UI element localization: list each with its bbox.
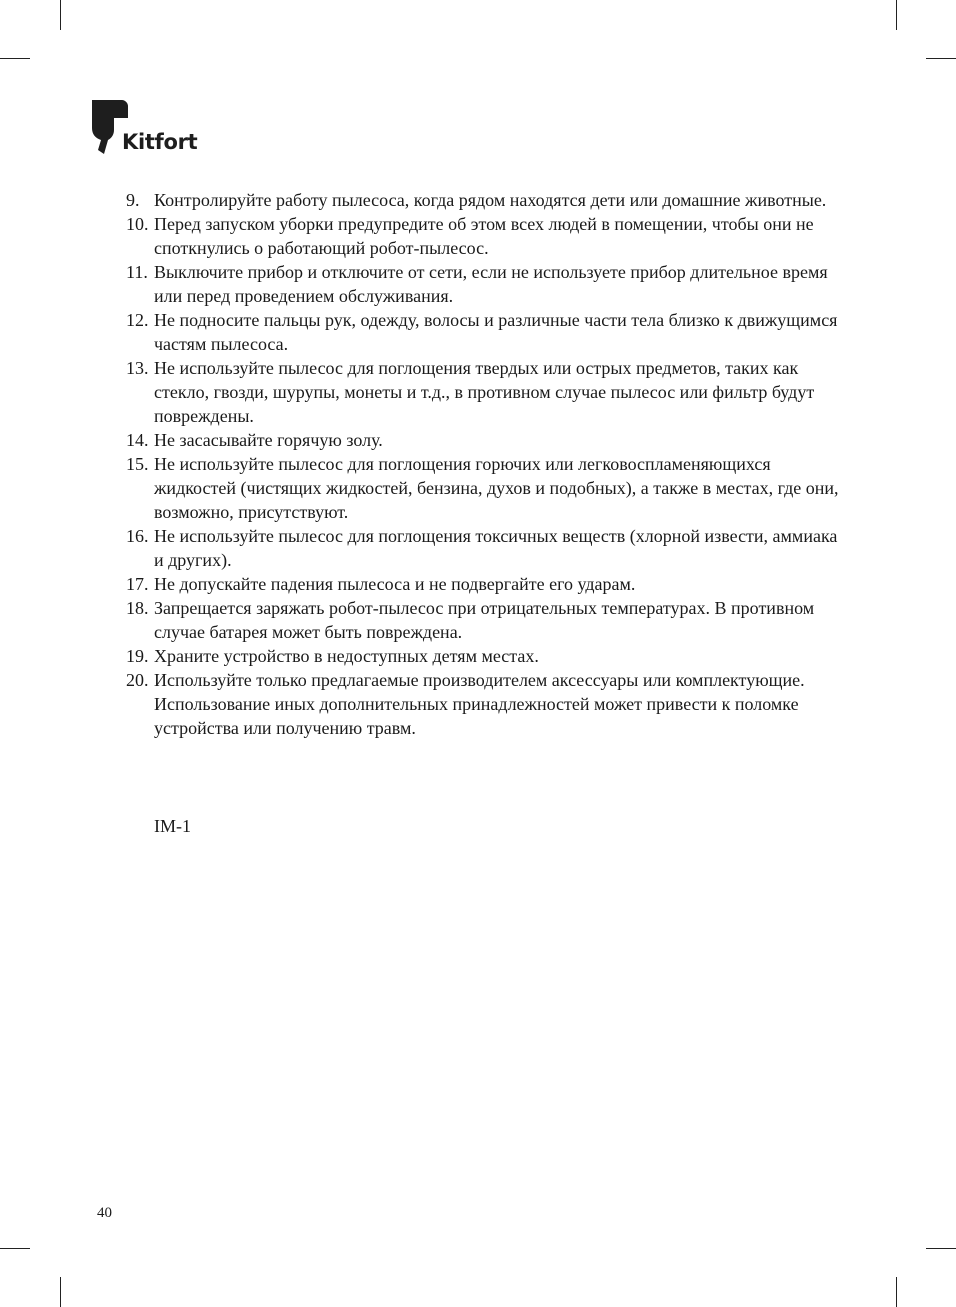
item-number: 20. [126,670,149,690]
item-text: Запрещается заряжать робот-пылесос при отрицательных температурах. В противном случае батарея может быть повреждена. [154,598,815,642]
item-number: 11. [126,262,148,282]
list-item [128,260,848,308]
list-item [128,212,848,260]
item-text: Не допускайте падения пылесоса и не подвергайте его ударам. [154,574,636,594]
item-text: Храните устройство в недоступных детям местах. [154,646,539,666]
item-number: 17. [126,574,149,594]
item-number: 15. [126,454,149,474]
item-text: Выключите прибор и отключите от сети, если не используете прибор длительное время или перед проведением обслуживания. [154,262,828,306]
crop-mark [60,1277,61,1307]
item-text: Контролируйте работу пылесоса, когда рядом находятся дети или домашние животные. [154,190,827,210]
list-item [128,188,848,212]
list-item [128,524,848,572]
crop-mark [60,0,61,30]
list-item [128,308,848,356]
item-text: Не используйте пылесос для поглощения горючих или легковоспламеняющихся жидкостей (чистящих жидкостей, бензина, духов и подобных), а также в местах, где они, возможно, присутствуют. [154,454,839,522]
brand-name: Kitfort [122,130,198,154]
item-number: 19. [126,646,149,666]
item-text: Не используйте пылесос для поглощения токсичных веществ (хлорной извести, аммиака и других). [154,526,838,570]
item-number: 10. [126,214,149,234]
list-item [128,596,848,644]
list-item [128,668,848,740]
crop-mark [926,1248,956,1249]
item-number: 18. [126,598,149,618]
safety-instructions-list [128,188,848,740]
crop-mark [926,58,956,59]
list-item [128,452,848,524]
page-number: 40 [97,1205,112,1221]
brand-logo [92,100,212,156]
list-item [128,356,848,428]
item-text: Не засасывайте горячую золу. [154,430,383,450]
item-text: Используйте только предлагаемые производителем аксессуары или комплектующие. Использование иных дополнительных принадлежностей может привести к поломке устройства или получению травм. [154,670,805,738]
crop-mark [896,0,897,30]
list-item [128,572,848,596]
list-item [128,644,848,668]
document-code: IM-1 [154,816,191,836]
item-number: 14. [126,430,149,450]
crop-mark [0,1248,30,1249]
item-number: 16. [126,526,149,546]
item-text: Не подносите пальцы рук, одежду, волосы и различные части тела близко к движущимся частям пылесоса. [154,310,838,354]
item-number: 12. [126,310,149,330]
crop-mark [896,1277,897,1307]
item-text: Не используйте пылесос для поглощения твердых или острых предметов, таких как стекло, гвозди, шурупы, монеты и т.д., в противном случае пылесос или фильтр будут повреждены. [154,358,815,426]
item-text: Перед запуском уборки предупредите об этом всех людей в помещении, чтобы они не споткнулись о работающий робот-пылесос. [154,214,814,258]
item-number: 13. [126,358,149,378]
item-number: 9. [126,190,140,210]
list-item [128,428,848,452]
crop-mark [0,58,30,59]
